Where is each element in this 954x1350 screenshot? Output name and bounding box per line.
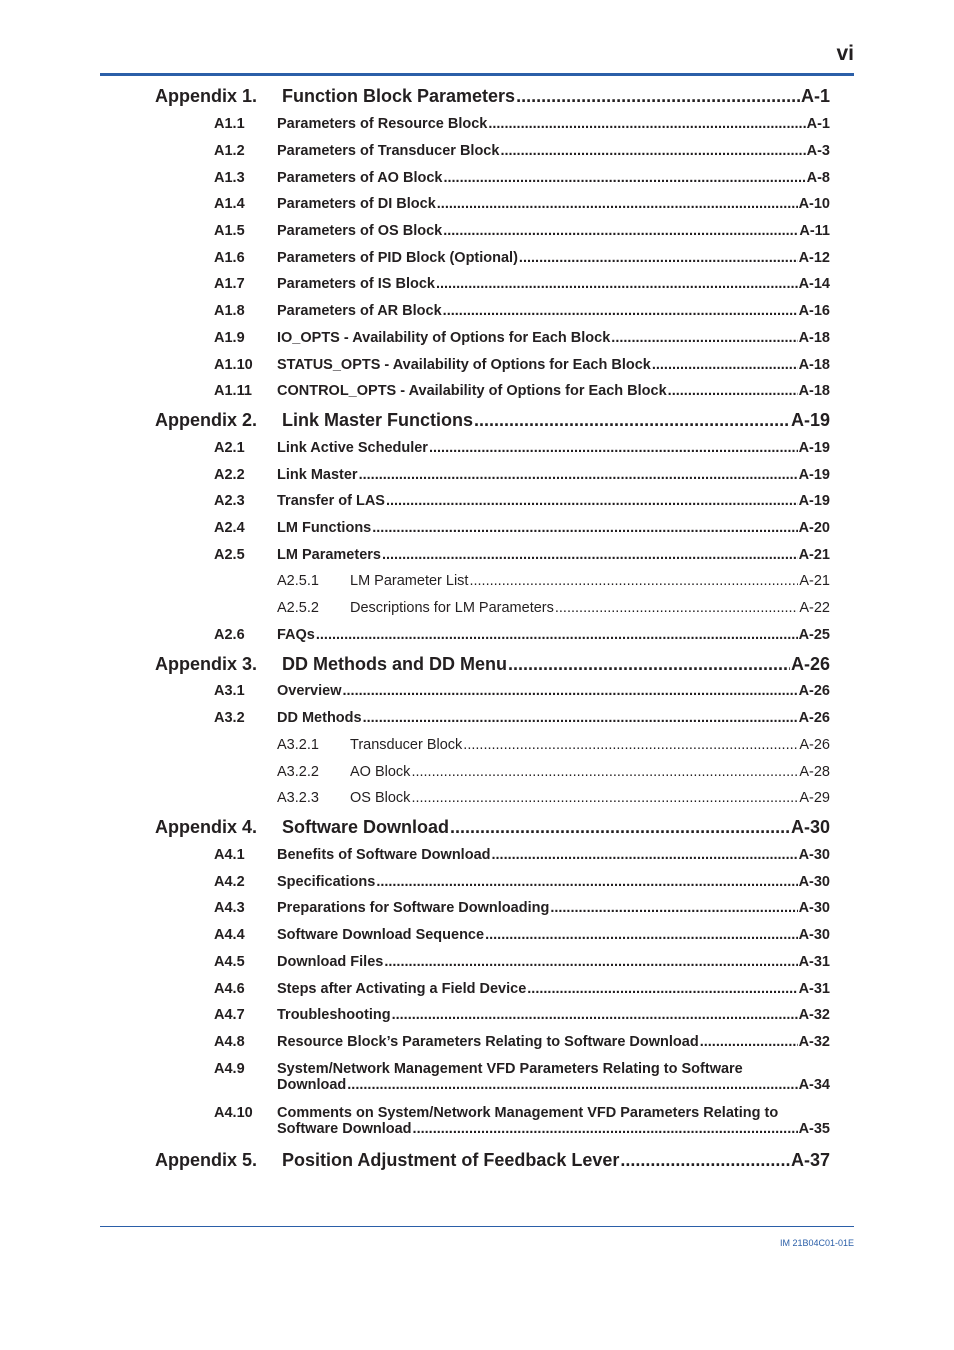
toc-entry-number: A2.6 (214, 627, 245, 643)
toc-entry-page: A-31 (798, 981, 830, 997)
toc-entry-body (277, 143, 830, 159)
toc-entry-title: AO Block (350, 764, 411, 780)
toc-leader-dots (376, 874, 797, 890)
toc-entry-title: Transfer of LAS (277, 493, 385, 509)
toc-entry-number: A4.8 (214, 1034, 245, 1050)
toc-leader-dots (555, 600, 798, 616)
toc-leader-dots (363, 710, 798, 726)
toc-entry-page: A-30 (798, 900, 830, 916)
toc-leader-dots (492, 847, 798, 863)
toc-leader-dots (652, 357, 798, 373)
toc-entry-page: A-26 (798, 683, 830, 699)
toc-entry-title: DD Methods (277, 710, 362, 726)
toc-entry-title: Transducer Block (350, 737, 463, 753)
toc-entry-number: Appendix 3. (155, 654, 258, 674)
toc-entry-page: A-31 (798, 954, 830, 970)
toc-entry-page: A-29 (799, 790, 830, 806)
toc-entry-page: A-18 (798, 357, 830, 373)
toc-entry-page: A-8 (806, 170, 830, 186)
toc-entry-page: A-26 (798, 710, 830, 726)
toc-entry-number: A4.9 (214, 1061, 245, 1077)
toc-leader-dots (443, 303, 798, 319)
toc-entry-number: A4.4 (214, 927, 245, 943)
toc-leader-dots (413, 1121, 798, 1137)
toc-entry-number: A2.4 (214, 520, 245, 536)
toc-entry-body (277, 467, 830, 483)
toc-entry-body (350, 790, 830, 806)
toc-entry-body (277, 981, 830, 997)
toc-entry-title: Position Adjustment of Feedback Lever (282, 1150, 620, 1170)
toc-entry-body (282, 86, 830, 107)
toc-entry-body (277, 250, 830, 266)
toc-entry-page: A-21 (799, 573, 830, 589)
toc-entry-body (277, 927, 830, 943)
toc-leader-dots (463, 737, 798, 753)
toc-entry-body (277, 303, 830, 319)
toc-entry-title-continued: Software Download (277, 1121, 412, 1137)
toc-entry-title: Parameters of AR Block (277, 303, 442, 319)
toc-entry-number: A4.2 (214, 874, 245, 890)
toc-entry-page: A-28 (799, 764, 830, 780)
toc-leader-dots (316, 627, 798, 643)
toc-entry-page: A-11 (799, 223, 830, 239)
toc-entry-title: Descriptions for LM Parameters (350, 600, 554, 616)
toc-entry-title: Software Download Sequence (277, 927, 485, 943)
toc-leader-dots (411, 764, 798, 780)
toc-entry-number: A3.2 (214, 710, 245, 726)
toc-leader-dots (668, 383, 798, 399)
header-rule (100, 73, 854, 76)
toc-entry-title: LM Parameters (277, 547, 381, 563)
toc-entry-number: A4.5 (214, 954, 245, 970)
toc-entry-number: A4.6 (214, 981, 245, 997)
toc-entry-title: LM Parameter List (350, 573, 469, 589)
toc-entry-number: A1.8 (214, 303, 245, 319)
toc-leader-dots (411, 790, 798, 806)
toc-entry-body (277, 847, 830, 863)
toc-entry-body (277, 710, 830, 726)
toc-leader-dots (550, 900, 797, 916)
toc-entry-body (277, 1007, 830, 1023)
toc-entry-page: A-35 (798, 1121, 830, 1137)
toc-entry-title: Parameters of AO Block (277, 170, 443, 186)
toc-entry-number: A1.9 (214, 330, 245, 346)
toc-leader-dots (392, 1007, 798, 1023)
toc-entry-page: A-12 (798, 250, 830, 266)
toc-entry-page: A-32 (798, 1007, 830, 1023)
toc-entry-page: A-16 (798, 303, 830, 319)
toc-entry-body (277, 1034, 830, 1050)
toc-entry-title: Parameters of OS Block (277, 223, 443, 239)
toc-entry-body (350, 573, 830, 589)
toc-entry-body (277, 116, 830, 132)
toc-entry-title: Troubleshooting (277, 1007, 391, 1023)
toc-entry-page: A-30 (798, 874, 830, 890)
toc-entry-body (277, 1061, 830, 1093)
toc-entry-number: A3.2.1 (277, 737, 319, 753)
toc-entry-page: A-21 (798, 547, 830, 563)
toc-entry-number: A1.4 (214, 196, 245, 212)
toc-entry-title: Parameters of Resource Block (277, 116, 488, 132)
toc-entry-number: A3.2.3 (277, 790, 319, 806)
toc-leader-dots (386, 493, 798, 509)
toc-entry-title: Link Master Functions (282, 410, 474, 430)
toc-leader-dots (443, 223, 798, 239)
toc-entry-body (277, 547, 830, 563)
toc-entry-title: FAQs (277, 627, 315, 643)
toc-entry-body (282, 817, 830, 838)
toc-entry-title: CONTROL_OPTS - Availability of Options for Each Block (277, 383, 667, 399)
toc-leader-dots (485, 927, 797, 943)
toc-entry-number: Appendix 1. (155, 86, 258, 106)
toc-entry-title: Comments on System/Network Management VFD Parameters Relating to (277, 1105, 779, 1121)
toc-entry-number: A2.1 (214, 440, 245, 456)
toc-entry-body (277, 874, 830, 890)
toc-entry-title: LM Functions (277, 520, 372, 536)
toc-entry-body (282, 654, 830, 675)
toc-entry-body (282, 410, 830, 431)
toc-leader-dots (620, 1150, 790, 1171)
toc-entry-page: A-34 (798, 1077, 830, 1093)
toc-entry-body (277, 1105, 830, 1137)
toc-entry-body (350, 737, 830, 753)
toc-entry-page: A-32 (798, 1034, 830, 1050)
toc-leader-dots (516, 86, 800, 107)
toc-entry-page: A-30 (790, 817, 830, 837)
toc-entry-page: A-26 (790, 654, 830, 674)
toc-entry-title: Download Files (277, 954, 384, 970)
toc-entry-body (277, 170, 830, 186)
toc-entry-page: A-26 (799, 737, 830, 753)
toc-leader-dots (611, 330, 797, 346)
toc-entry-body (277, 900, 830, 916)
footer-doc-id: IM 21B04C01-01E (779, 1238, 854, 1248)
toc-entry-number: A1.1 (214, 116, 245, 132)
toc-entry-body (277, 223, 830, 239)
toc-entry-number: A3.2.2 (277, 764, 319, 780)
toc-entry-number: A2.5 (214, 547, 245, 563)
toc-entry-page: A-19 (798, 467, 830, 483)
toc-leader-dots (382, 547, 798, 563)
toc-entry-title: STATUS_OPTS - Availability of Options for Each Block (277, 357, 651, 373)
toc-entry-title: Parameters of PID Block (Optional) (277, 250, 518, 266)
toc-entry-title: Parameters of IS Block (277, 276, 435, 292)
page-number: vi (836, 42, 854, 65)
toc-entry-page: A-22 (799, 600, 830, 616)
toc-entry-number: A1.11 (214, 383, 252, 399)
toc-leader-dots (437, 196, 798, 212)
toc-entry-body (350, 600, 830, 616)
toc-leader-dots (343, 683, 798, 699)
toc-entry-page: A-25 (798, 627, 830, 643)
toc-leader-dots (429, 440, 798, 456)
toc-entry-title: Parameters of DI Block (277, 196, 436, 212)
toc-entry-number: A1.3 (214, 170, 245, 186)
toc-entry-page: A-14 (798, 276, 830, 292)
toc-leader-dots (443, 170, 805, 186)
toc-entry-body (277, 520, 830, 536)
toc-leader-dots (384, 954, 797, 970)
toc-entry-body (282, 1150, 830, 1171)
toc-entry-page: A-3 (806, 143, 830, 159)
toc-entry-page: A-20 (798, 520, 830, 536)
toc-entry-page: A-30 (798, 927, 830, 943)
toc-entry-body (350, 764, 830, 780)
toc-entry-title: Software Download (282, 817, 450, 837)
toc-entry-number: A1.2 (214, 143, 245, 159)
toc-entry-body (277, 357, 830, 373)
toc-entry-number: A1.7 (214, 276, 245, 292)
toc-leader-dots (488, 116, 805, 132)
toc-entry-number: Appendix 2. (155, 410, 258, 430)
toc-entry-page: A-18 (798, 330, 830, 346)
toc-entry-title: Link Active Scheduler (277, 440, 428, 456)
toc-entry-body (277, 683, 830, 699)
toc-entry-body (277, 954, 830, 970)
toc-entry-page: A-19 (790, 410, 830, 430)
toc-entry-title: Benefits of Software Download (277, 847, 491, 863)
toc-entry-title: Resource Block’s Parameters Relating to Software Download (277, 1034, 699, 1050)
toc-entry-page: A-10 (798, 196, 830, 212)
toc-entry-body (277, 627, 830, 643)
toc-entry-body (277, 330, 830, 346)
toc-entry-title: Parameters of Transducer Block (277, 143, 500, 159)
toc-entry-number: A2.3 (214, 493, 245, 509)
toc-entry-title: Specifications (277, 874, 376, 890)
toc-entry-number: A2.2 (214, 467, 245, 483)
toc-entry-number: A2.5.1 (277, 573, 319, 589)
toc-entry-body (277, 383, 830, 399)
toc-entry-title: System/Network Management VFD Parameters Relating to Software (277, 1061, 743, 1077)
toc-leader-dots (519, 250, 798, 266)
toc-entry-title-continued: Download (277, 1077, 347, 1093)
toc-leader-dots (527, 981, 797, 997)
toc-leader-dots (700, 1034, 798, 1050)
toc-entry-page: A-37 (790, 1150, 830, 1170)
toc-entry-page: A-1 (806, 116, 830, 132)
toc-entry-page: A-18 (798, 383, 830, 399)
footer-rule (100, 1226, 854, 1227)
toc-entry-number: Appendix 4. (155, 817, 258, 837)
toc-entry-number: A4.1 (214, 847, 245, 863)
toc-entry-body (277, 493, 830, 509)
toc-leader-dots (474, 410, 790, 431)
toc-leader-dots (436, 276, 798, 292)
toc-entry-title: Steps after Activating a Field Device (277, 981, 527, 997)
toc-entry-title: Preparations for Software Downloading (277, 900, 550, 916)
toc-leader-dots (508, 654, 790, 675)
toc-entry-number: Appendix 5. (155, 1150, 258, 1170)
toc-leader-dots (347, 1077, 797, 1093)
toc-entry-body (277, 440, 830, 456)
toc-entry-title: Function Block Parameters (282, 86, 516, 106)
toc-entry-number: A4.10 (214, 1105, 253, 1121)
toc-entry-title: Link Master (277, 467, 358, 483)
toc-entry-body (277, 196, 830, 212)
toc-leader-dots (500, 143, 805, 159)
toc-entry-title: IO_OPTS - Availability of Options for Each Block (277, 330, 611, 346)
toc-entry-page: A-19 (798, 440, 830, 456)
toc-entry-title: Overview (277, 683, 342, 699)
toc-entry-title: DD Methods and DD Menu (282, 654, 507, 674)
toc-entry-title: OS Block (350, 790, 411, 806)
toc-entry-number: A1.6 (214, 250, 245, 266)
toc-entry-number: A4.7 (214, 1007, 245, 1023)
toc-entry-page: A-1 (800, 86, 830, 106)
toc-entry-number: A1.10 (214, 357, 253, 373)
toc-entry-number: A2.5.2 (277, 600, 319, 616)
toc-entry-number: A1.5 (214, 223, 245, 239)
toc-entry-page: A-19 (798, 493, 830, 509)
toc-entry-body (277, 276, 830, 292)
toc-leader-dots (359, 467, 798, 483)
toc-entry-number: A3.1 (214, 683, 245, 699)
toc-leader-dots (469, 573, 798, 589)
toc-entry-number: A4.3 (214, 900, 245, 916)
toc-leader-dots (450, 817, 790, 838)
toc-entry-page: A-30 (798, 847, 830, 863)
toc-leader-dots (372, 520, 797, 536)
